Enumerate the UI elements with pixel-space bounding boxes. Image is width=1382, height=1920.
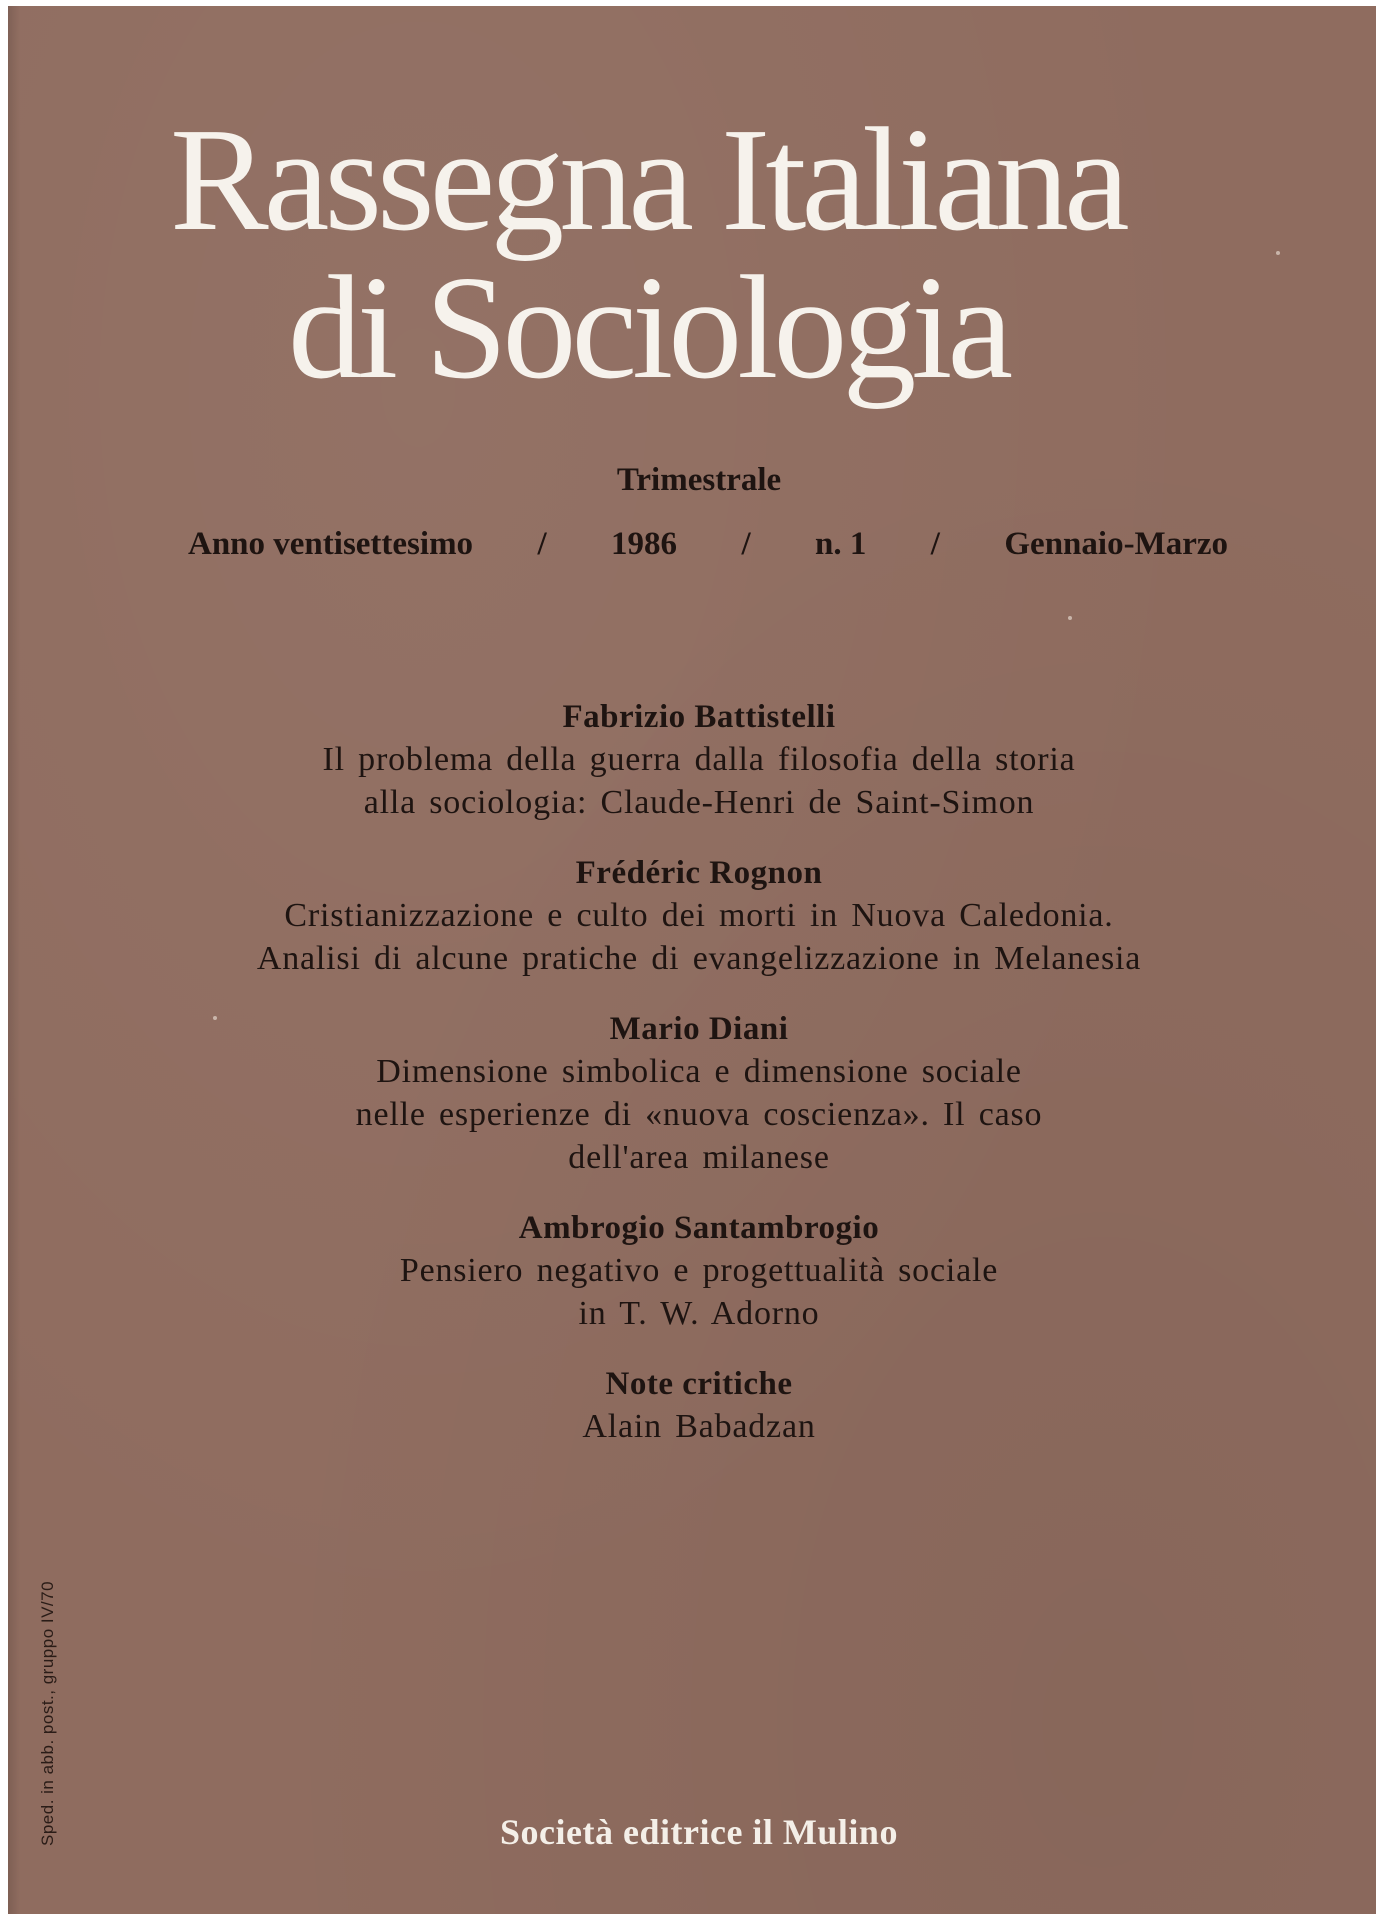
entry-title-line: Cristianizzazione e culto dei morti in Nuova Caledonia. xyxy=(284,897,1114,934)
contents-entry xyxy=(8,1207,1382,1335)
paper-speck xyxy=(1276,251,1280,255)
entry-title-line: Dimensione simbolica e dimensione sociale xyxy=(376,1053,1022,1090)
entry-title-line: nelle esperienze di «nuova coscienza». Il caso xyxy=(355,1096,1043,1133)
entry-section-heading: Note critiche xyxy=(605,1366,793,1402)
journal-title-line-2: di Sociologia xyxy=(288,246,1009,410)
paper-speck xyxy=(1068,616,1072,620)
issue-separator: / xyxy=(930,526,940,562)
journal-cover xyxy=(8,6,1376,1914)
entry-title-line: Analisi di alcune pratiche di evangelizzazione in Melanesia xyxy=(256,940,1142,977)
entry-author: Ambrogio Santambrogio xyxy=(518,1210,880,1246)
contents-entry xyxy=(8,1363,1382,1448)
entry-author: Fabrizio Battistelli xyxy=(562,699,836,735)
entry-author: Frédéric Rognon xyxy=(575,855,823,891)
issue-info xyxy=(188,526,1228,563)
contents-entry xyxy=(8,1008,1382,1179)
entry-title-line: dell'area milanese xyxy=(568,1139,830,1176)
issue-separator: / xyxy=(537,526,547,562)
publisher-name: Società editrice il Mulino xyxy=(500,1812,898,1852)
postal-note: Sped. in abb. post., gruppo IV/70 xyxy=(38,1580,57,1846)
paper-speck xyxy=(213,1016,217,1020)
entry-author: Mario Diani xyxy=(609,1011,789,1047)
issue-year-label: Anno ventisettesimo xyxy=(188,526,474,562)
entry-title-line: Pensiero negativo e progettualità sociale xyxy=(399,1252,999,1289)
contents-entry xyxy=(8,852,1382,980)
issue-period: Gennaio-Marzo xyxy=(1004,526,1228,562)
entry-title-line: Alain Babadzan xyxy=(582,1408,816,1445)
frequency-label: Trimestrale xyxy=(616,462,782,498)
issue-separator: / xyxy=(741,526,751,562)
table-of-contents xyxy=(8,696,1382,1476)
issue-number: n. 1 xyxy=(815,526,867,562)
entry-title-line: alla sociologia: Claude-Henri de Saint-Simon xyxy=(363,784,1035,821)
entry-title-line: Il problema della guerra dalla filosofia della storia xyxy=(322,741,1076,778)
contents-entry xyxy=(8,696,1382,824)
journal-title-line-1: Rassegna Italiana xyxy=(170,98,1125,262)
entry-title-line: in T. W. Adorno xyxy=(578,1295,820,1332)
issue-year: 1986 xyxy=(611,526,678,562)
